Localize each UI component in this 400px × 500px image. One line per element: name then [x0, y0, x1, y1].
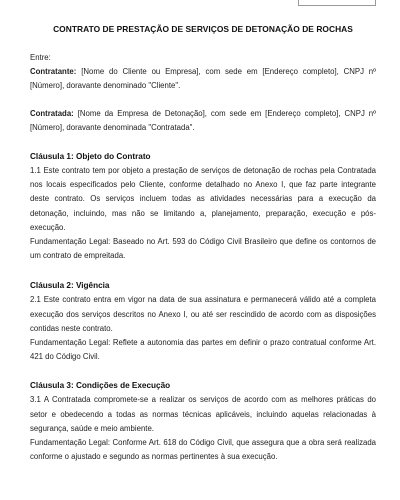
clause-2-legal: Fundamentação Legal: Reflete a autonomia das partes em definir o prazo contratual conforme Art. 421 do Código Civil. [30, 338, 376, 362]
clause-3-body: 3.1 A Contratada compromete-se a realizar os serviços de acordo com as melhores práticas do setor e obedecendo a todas as normas técnicas aplicáveis, incluindo aquelas relacionadas à segurança, saúde e meio ambiente. [30, 395, 376, 433]
clause-2-title: Cláusula 2: Vigência [30, 281, 110, 291]
clause-1-title: Cláusula 1: Objeto do Contrato [30, 152, 151, 162]
document-title: CONTRATO DE PRESTAÇÃO DE SERVIÇOS DE DETONAÇÃO DE ROCHAS [53, 24, 353, 34]
clause-3-legal: Fundamentação Legal: Conforme Art. 618 do Código Civil, que assegura que a obra será realizada conforme o ajustado e segundo as normas pertinentes à sua execução. [30, 438, 376, 462]
clause-1-legal: Fundamentação Legal: Baseado no Art. 593 do Código Civil Brasileiro que define os contornos de um contrato de empreitada. [30, 237, 376, 261]
clause-1-body: 1.1 Este contrato tem por objeto a prestação de serviços de detonação de rochas pela Contratada nos locais especificados pelo Cliente, conforme detalhado no Anexo I, que faz parte integrante deste contrato. Os serviços incluem todas as atividades necessárias para a execução da detonação, incluindo, mas não se limitando a, planejamento, preparação, execução e pós-execução. [30, 166, 376, 232]
document-page [30, 0, 376, 464]
party-text: [Nome da Empresa de Detonação], com sede em [Endereço completo], CNPJ nº [Número], doravante denominada "Contratada". [30, 108, 376, 132]
party-label: Contratante: [30, 67, 77, 77]
party-text: [Nome do Cliente ou Empresa], com sede em [Endereço completo], CNPJ nº [Número], doravante denominado "Cliente". [30, 67, 376, 91]
party-contratante [30, 65, 376, 93]
clause-2-body: 2.1 Este contrato entra em vigor na data de sua assinatura e permanecerá válido até a completa execução dos serviços descritos no Anexo I, ou até ser rescindido de acordo com as disposições contidas neste contrato. [30, 295, 376, 333]
party-contratada [30, 107, 376, 135]
clause-3-title: Cláusula 3: Condições de Execução [30, 381, 171, 391]
intro-text: Entre: [30, 53, 51, 62]
party-label: Contratada: [30, 108, 74, 118]
